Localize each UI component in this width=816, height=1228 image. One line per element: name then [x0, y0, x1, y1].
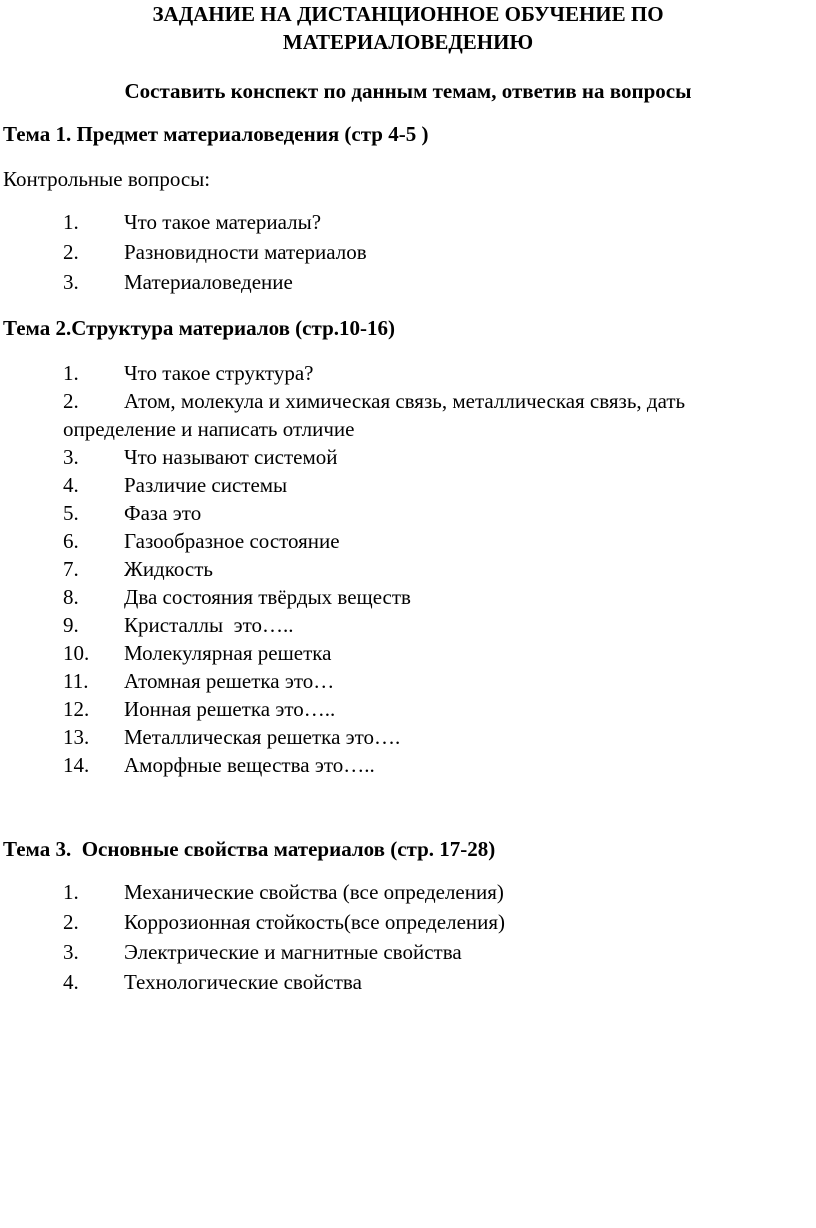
list-item [0, 443, 816, 471]
document-title-line1: ЗАДАНИЕ НА ДИСТАНЦИОННОЕ ОБУЧЕНИЕ ПО [152, 2, 664, 26]
list-item [0, 208, 816, 238]
document-title-line2: МАТЕРИАЛОВЕДЕНИЮ [282, 30, 534, 54]
topic1-heading: Тема 1. Предмет материаловедения (стр 4-5 ) [3, 122, 429, 146]
list-item [0, 908, 816, 938]
list-item [0, 471, 816, 499]
list-item-number: 2. [63, 389, 79, 413]
list-item-text: Фаза это [124, 501, 202, 525]
list-item-text: Молекулярная решетка [124, 641, 332, 665]
topic2-question-list [0, 359, 816, 779]
list-item-text: Ионная решетка это….. [124, 697, 336, 721]
list-item [0, 878, 816, 908]
list-item [0, 695, 816, 723]
list-item [0, 639, 816, 667]
topic3-heading: Тема 3. Основные свойства материалов (стр. 17-28) [3, 837, 496, 861]
list-item-number: 5. [63, 501, 79, 525]
topic2-heading: Тема 2.Структура материалов (стр.10-16) [3, 316, 395, 340]
list-item-number: 3. [63, 270, 79, 294]
list-item-text: Кристаллы это….. [124, 613, 294, 637]
list-item-text: Что называют системой [124, 445, 338, 469]
list-item-number: 11. [63, 669, 89, 693]
list-item-number: 1. [63, 210, 79, 234]
list-item-number: 3. [63, 940, 79, 964]
list-item-text: Электрические и магнитные свойства [124, 940, 462, 964]
list-item [0, 583, 816, 611]
list-item [0, 387, 816, 443]
list-item-text: Технологические свойства [124, 970, 362, 994]
list-item-text-continuation: определение и написать отличие [63, 417, 355, 441]
list-item-number: 10. [63, 641, 90, 665]
list-item-text: Атом, молекула и химическая связь, металлическая связь, дать [124, 389, 686, 413]
list-item-text: Аморфные вещества это….. [124, 753, 375, 777]
list-item [0, 268, 816, 298]
list-item [0, 968, 816, 998]
list-item-text: Механические свойства (все определения) [124, 880, 504, 904]
list-item-text: Жидкость [124, 557, 213, 581]
list-item-text: Два состояния твёрдых веществ [124, 585, 411, 609]
topic3-question-list [0, 878, 816, 998]
list-item-number: 9. [63, 613, 79, 637]
list-item [0, 938, 816, 968]
list-item [0, 751, 816, 779]
list-item-number: 7. [63, 557, 79, 581]
list-item-number: 6. [63, 529, 79, 553]
list-item-number: 4. [63, 970, 79, 994]
list-item-text: Металлическая решетка это…. [124, 725, 401, 749]
document-subtitle: Составить конспект по данным темам, ответив на вопросы [124, 79, 692, 103]
list-item [0, 359, 816, 387]
list-item-text: Газообразное состояние [124, 529, 340, 553]
topic1-question-list [0, 208, 816, 298]
list-item [0, 238, 816, 268]
list-item-number: 14. [63, 753, 90, 777]
list-item-number: 13. [63, 725, 90, 749]
list-item [0, 723, 816, 751]
list-item-number: 4. [63, 473, 79, 497]
list-item [0, 611, 816, 639]
list-item-number: 1. [63, 880, 79, 904]
list-item-number: 3. [63, 445, 79, 469]
list-item-text: Что такое структура? [124, 361, 314, 385]
list-item [0, 667, 816, 695]
list-item-number: 2. [63, 240, 79, 264]
list-item [0, 499, 816, 527]
list-item [0, 527, 816, 555]
list-item-number: 12. [63, 697, 90, 721]
list-item-text: Коррозионная стойкость(все определения) [124, 910, 506, 934]
list-item-text: Атомная решетка это… [124, 669, 335, 693]
list-item-text: Материаловедение [124, 270, 293, 294]
list-item-number: 8. [63, 585, 79, 609]
list-item-text: Различие системы [124, 473, 288, 497]
list-item-text: Разновидности материалов [124, 240, 367, 264]
topic1-intro: Контрольные вопросы: [3, 167, 211, 191]
list-item-number: 2. [63, 910, 79, 934]
list-item [0, 555, 816, 583]
list-item-number: 1. [63, 361, 79, 385]
list-item-text: Что такое материалы? [124, 210, 322, 234]
